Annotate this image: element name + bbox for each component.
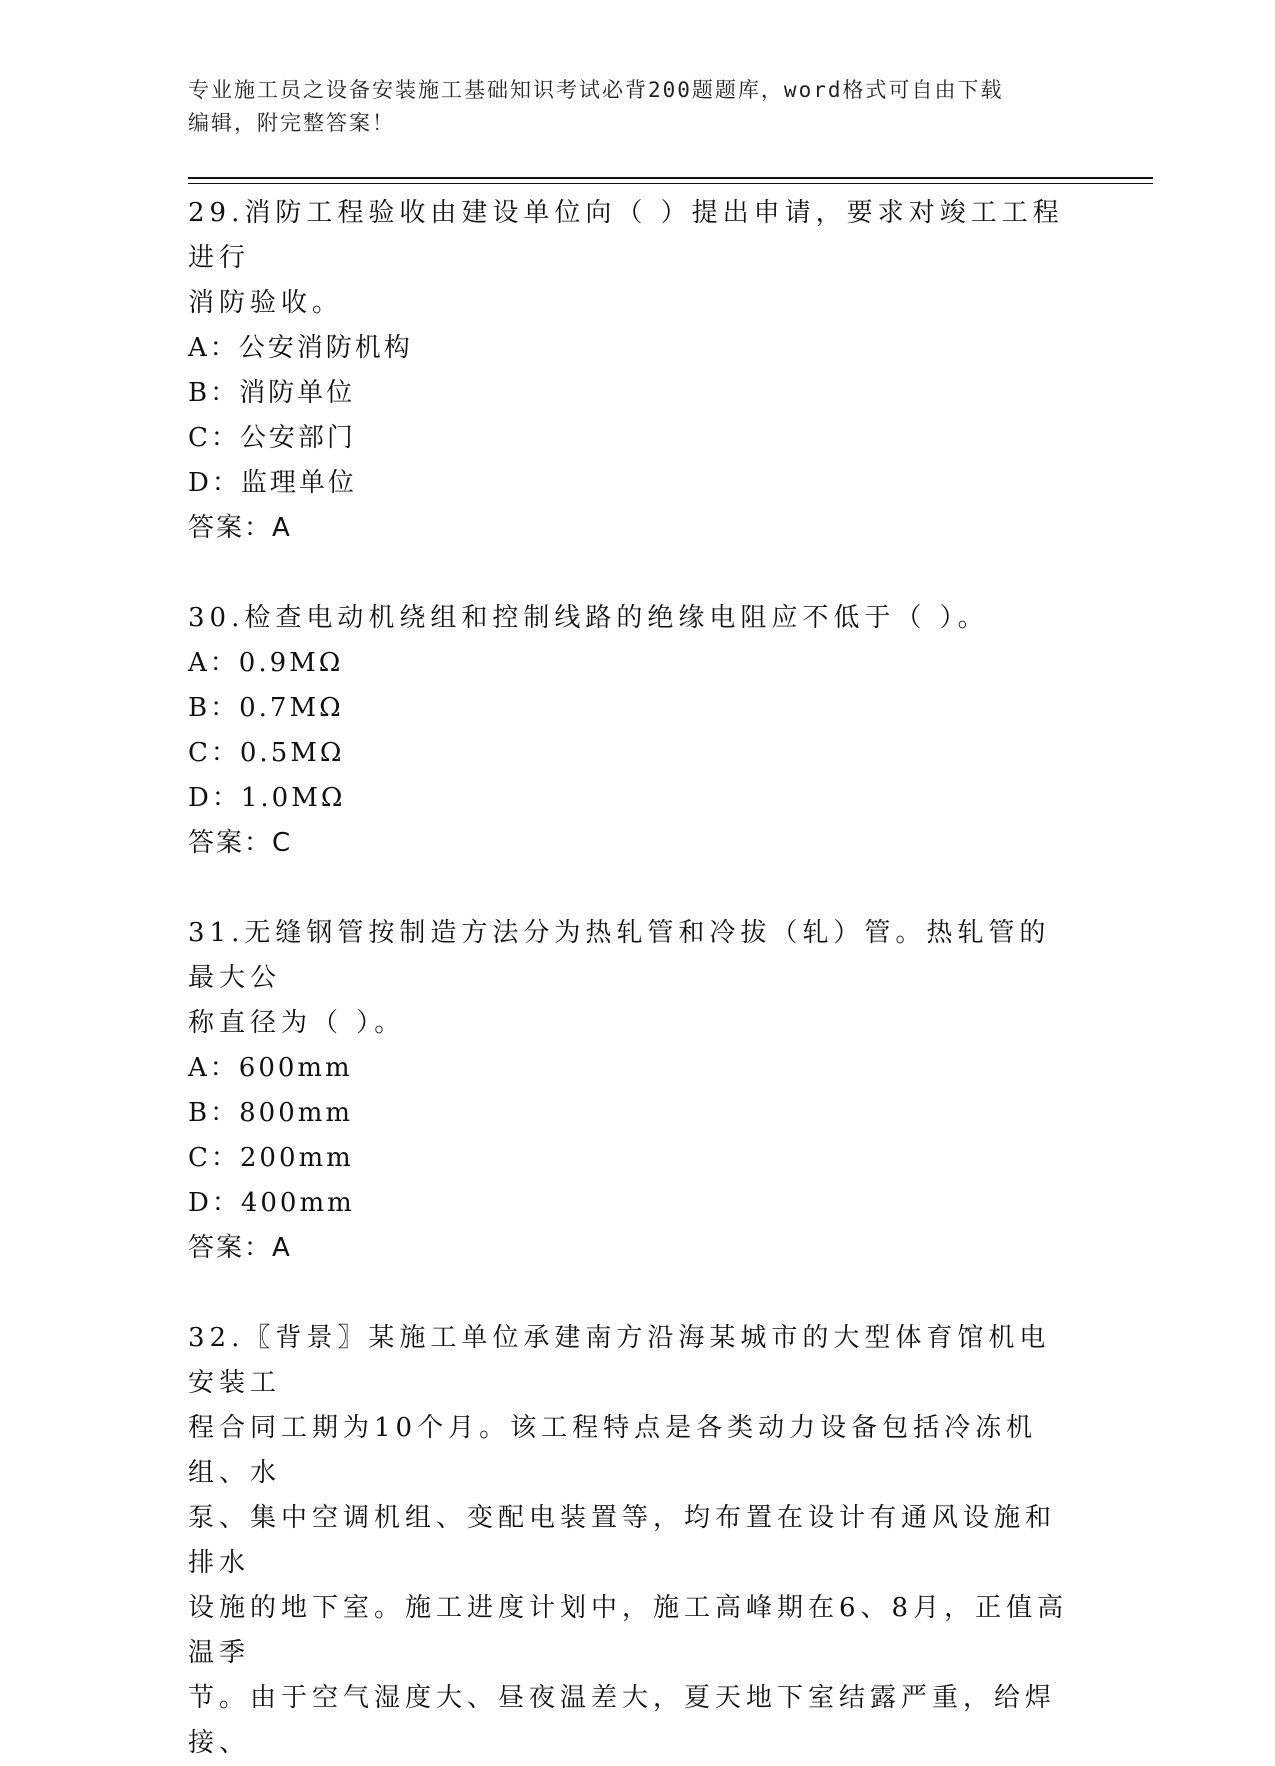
question-text-line: 称直径为（ ）。 <box>188 1008 406 1038</box>
question-30 <box>188 596 1078 866</box>
question-text-line: 程合同工期为10个月。该工程特点是各类动力设备包括冷冻机组、水 <box>188 1413 1038 1488</box>
option-c: C：0.5MΩ <box>188 738 345 768</box>
header-line-1: 专业施工员之设备安装施工基础知识考试必背200题题库，word格式可自由下载 <box>188 78 1004 102</box>
question-29 <box>188 191 1078 551</box>
question-list <box>188 191 1078 1766</box>
question-spacer <box>188 1271 1078 1316</box>
option-c: C：公安部门 <box>188 423 356 453</box>
question-text-line: 节。由于空气湿度大、昼夜温差大，夏天地下室结露严重，给焊接、 <box>188 1683 1057 1758</box>
header-divider-thin <box>188 183 1153 184</box>
question-text-line: 32.〖背景〗某施工单位承建南方沿海某城市的大型体育馆机电安装工 <box>188 1323 1051 1398</box>
answer: 答案：A <box>188 513 292 543</box>
answer: 答案：C <box>188 828 293 858</box>
option-a: A：600mm <box>188 1053 353 1083</box>
option-c: C：200mm <box>188 1143 354 1173</box>
header-line-2: 编辑，附完整答案！ <box>188 111 395 135</box>
question-text-line: 31.无缝钢管按制造方法分为热轧管和冷拔（轧）管。热轧管的最大公 <box>188 918 1051 993</box>
option-a: A：0.9MΩ <box>188 648 344 678</box>
option-b: B：消防单位 <box>188 378 356 408</box>
question-31 <box>188 911 1078 1271</box>
option-d: D：监理单位 <box>188 468 357 498</box>
question-32 <box>188 1316 1078 1766</box>
option-a: A：公安消防机构 <box>188 333 413 363</box>
option-b: B：0.7MΩ <box>188 693 344 723</box>
question-text-line: 泵、集中空调机组、变配电装置等，均布置在设计有通风设施和排水 <box>188 1503 1057 1578</box>
question-text-line: 30.检查电动机绕组和控制线路的绝缘电阻应不低于（ ）。 <box>188 603 989 633</box>
question-spacer <box>188 866 1078 911</box>
option-d: D：400mm <box>188 1188 355 1218</box>
question-text-line: 29.消防工程验收由建设单位向（ ）提出申请，要求对竣工工程进行 <box>188 198 1064 273</box>
option-b: B：800mm <box>188 1098 354 1128</box>
question-spacer <box>188 551 1078 596</box>
question-text-line: 消防验收。 <box>188 288 344 318</box>
header-divider-thick <box>188 177 1153 179</box>
document-header <box>188 74 1068 140</box>
option-d: D：1.0MΩ <box>188 783 346 813</box>
answer: 答案：A <box>188 1233 292 1263</box>
question-text-line: 设施的地下室。施工进度计划中，施工高峰期在6、8月，正值高温季 <box>188 1593 1069 1668</box>
